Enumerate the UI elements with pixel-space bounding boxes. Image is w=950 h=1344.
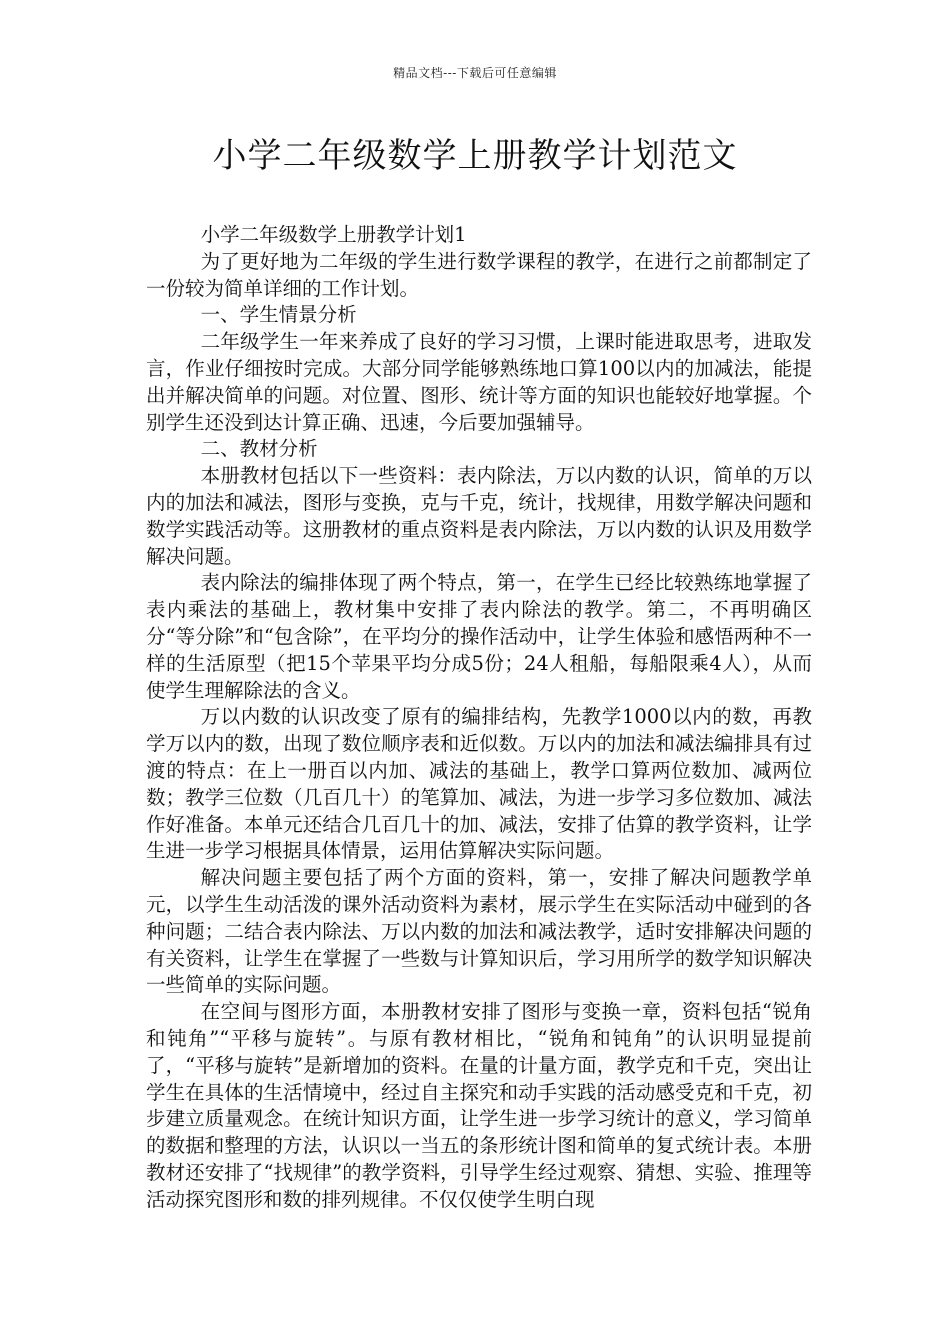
section-heading-plan-1: 小学二年级数学上册教学计划1 xyxy=(200,223,467,246)
header-note: 精品文档---下载后可任意编辑 xyxy=(393,66,557,80)
paragraph-numbers-within-10000: 万以内数的认识改变了原有的编排结构，先教学1000以内的数，再教学万以内的数，出现了数位顺序表和近似数。万以内的加法和减法编排具有过渡的特点：在上一册百以内加、减法的基础上，教学口算两位数加、减两位数；教学三位数（几百几十）的笔算加、减法，为进一步学习多位数加、减法作好准备。本单元还结合几百几十的加、减法，安排了估算的教学资料，让学生进一步学习根据具体情景，运用估算解决实际问题。 xyxy=(146,705,812,863)
paragraph-division: 表内除法的编排体现了两个特点，第一，在学生已经比较熟练地掌握了表内乘法的基础上，教材集中安排了表内除法的教学。第二，不再明确区分“等分除”和“包含除”，在平均分的操作活动中，让学生体验和感悟两种不一样的生活原型（把15个苹果平均分成5份；24人租船，每船限乘4人），从而使学生理解除法的含义。 xyxy=(146,571,812,702)
paragraph-student-analysis: 二年级学生一年来养成了良好的学习习惯，上课时能进取思考，进取发言，作业仔细按时完成。大部分同学能够熟练地口算100以内的加减法，能提出并解决简单的问题。对位置、图形、统计等方面的知识也能较好地掌握。个别学生还没到达计算正确、迅速，今后要加强辅导。 xyxy=(146,330,812,434)
section-heading-textbook-analysis: 二、教材分析 xyxy=(200,437,318,461)
paragraph-problem-solving: 解决问题主要包括了两个方面的资料，第一，安排了解决问题教学单元，以学生生动活泼的课外活动资料为素材，展示学生在实际活动中碰到的各种问题；二结合表内除法、万以内数的加法和减法教学，适时安排解决问题的有关资料，让学生在掌握了一些数与计算知识后，学习用所学的数学知识解决一些简单的实际问题。 xyxy=(146,866,812,997)
section-heading-student-analysis: 一、学生情景分析 xyxy=(200,303,357,327)
document-title: 小学二年级数学上册教学计划范文 xyxy=(212,136,738,176)
paragraph-space-and-shapes: 在空间与图形方面，本册教材安排了图形与变换一章，资料包括“锐角和钝角”“平移与旋转”。与原有教材相比，“锐角和钝角”的认识明显提前了，“平移与旋转”是新增加的资料。在量的计量方面，教学克和千克，突出让学生在具体的生活情境中，经过自主探究和动手实践的活动感受克和千克，初步建立质量观念。在统计知识方面，让学生进一步学习统计的意义，学习简单的数据和整理的方法，认识以一当五的条形统计图和简单的复式统计表。本册教材还安排了“找规律”的教学资料，引导学生经过观察、猜想、实验、推理等活动探究图形和数的排列规律。不仅仅使学生明白现 xyxy=(146,1000,812,1211)
paragraph-textbook-contents: 本册教材包括以下一些资料：表内除法，万以内数的认识，简单的万以内的加法和减法，图形与变换，克与千克，统计，找规律，用数学解决问题和数学实践活动等。这册教材的重点资料是表内除法，万以内数的认识及用数学解决问题。 xyxy=(146,464,812,568)
paragraph-intro: 为了更好地为二年级的学生进行数学课程的教学，在进行之前都制定了一份较为简单详细的工作计划。 xyxy=(146,249,812,300)
document-body xyxy=(146,222,812,1213)
